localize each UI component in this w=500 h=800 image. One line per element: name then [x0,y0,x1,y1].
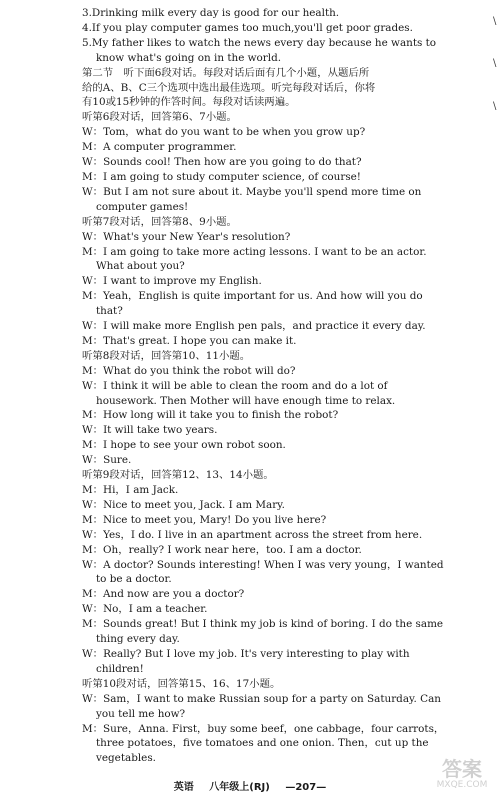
text-line: M：Sounds great! But I think my job is kind of boring. I do the same [82,618,444,631]
text-line: M：And now are you a doctor? [82,588,245,601]
text-line: 听第9段对话，回答第12、13、14小题。 [82,469,274,482]
document-body [82,6,492,766]
text-line: 听第6段对话，回答第6、7小题。 [82,111,237,124]
footer-subject: 英语 [173,782,194,793]
text-line: W：Tom，what do you want to be when you grow up? [82,126,366,139]
text-line: M：Hi，I am Jack. [82,484,179,496]
text-line: you tell me how? [96,707,186,720]
text-line: W：But I am not sure about it. Maybe you'll spend more time on [82,185,422,198]
text-line: M：What do you think the robot will do? [82,364,296,377]
text-line: W：Nice to meet you, Jack. I am Mary. [82,498,285,511]
text-line: 有10或15秒钟的作答时间。每段对话读两遍。 [82,96,296,109]
text-line: M：That's great. I hope you can make it. [82,334,297,347]
text-line: W：Yes，I do. I live in an apartment across the street from here. [82,528,423,541]
text-line: W：Sam，I want to make Russian soup for a party on Saturday. Can [82,692,441,705]
text-line: know what's going on in the world. [96,51,282,64]
text-line: M：Yeah，English is quite important for us. And how will you do [82,290,423,303]
text-line: to be a doctor. [96,573,172,586]
text-line: W：What's your New Year's resolution? [82,230,291,243]
text-line: W：No，I am a teacher. [82,603,208,616]
text-line: vegetables. [96,752,156,765]
text-line: 听第8段对话，回答第10、11小题。 [82,349,251,362]
watermark-text: MXQE.COM [436,780,488,790]
footer-page-number: —207— [285,782,327,793]
text-line: M：A computer programmer. [82,141,237,154]
text-line: children! [96,662,144,675]
text-line: housework. Then Mother will have enough time to relax. [96,394,396,407]
text-line: M：I hope to see your own robot soon. [82,439,286,452]
text-line: 3.Drinking milk every day is good for our health. [82,7,340,19]
text-line: W：I want to improve my English. [82,275,262,288]
text-line: computer games! [96,200,189,213]
text-line: 5.My father likes to watch the news every day because he wants to [82,36,437,49]
text-line: W：Sure. [82,454,132,467]
text-line: W：I will make more English pen pals，and practice it every day. [82,320,426,333]
text-line: M：Sure，Anna. First，buy some beef，one cabbage，four carrots， [82,722,445,735]
text-line: 听第10段对话，回答第15、16、17小题。 [82,677,281,690]
text-line: What about you? [96,260,185,273]
edge-mark: \ [493,58,497,69]
edge-mark: \ [493,101,497,112]
watermark-logo [430,758,494,796]
text-line: 第二节 听下面6段对话。每段对话后面有几个小题，从题后所 [82,66,370,79]
text-line: 听第7段对话，回答第8、9小题。 [82,215,237,228]
text-line: 4.If you play computer games too much,you'll get poor grades. [82,21,413,34]
footer-grade: 八年级上(RJ) [209,782,270,793]
text-line: thing every day. [96,633,180,646]
text-line: M：How long will it take you to finish the robot? [82,409,339,422]
text-line: W：Really? But I love my job. It's very interesting to play with [82,647,410,660]
text-line: M：Nice to meet you, Mary! Do you live here? [82,513,327,526]
text-line: W：A doctor? Sounds interesting! When I was very young，I wanted [82,558,444,571]
page-footer [0,778,500,793]
text-line: W：Sounds cool! Then how are you going to do that? [82,156,362,169]
edge-mark: \ [493,16,497,27]
text-line: W：I think it will be able to clean the room and do a lot of [82,379,388,392]
text-line: W：It will take two years. [82,424,218,437]
text-line: three potatoes，five tomatoes and one onion. Then，cut up the [96,737,429,750]
text-line: M：I am going to take more acting lessons. I want to be an actor. [82,245,427,258]
text-line: 给的A、B、C三个选项中选出最佳选项。听完每段对话后，你将 [82,81,376,94]
text-line: M：Oh，really? I work near here，too. I am a doctor. [82,543,362,556]
watermark-icon: 答案 [442,757,482,781]
text-line: M：I am going to study computer science, of course! [82,170,361,183]
text-line: that? [96,305,123,318]
